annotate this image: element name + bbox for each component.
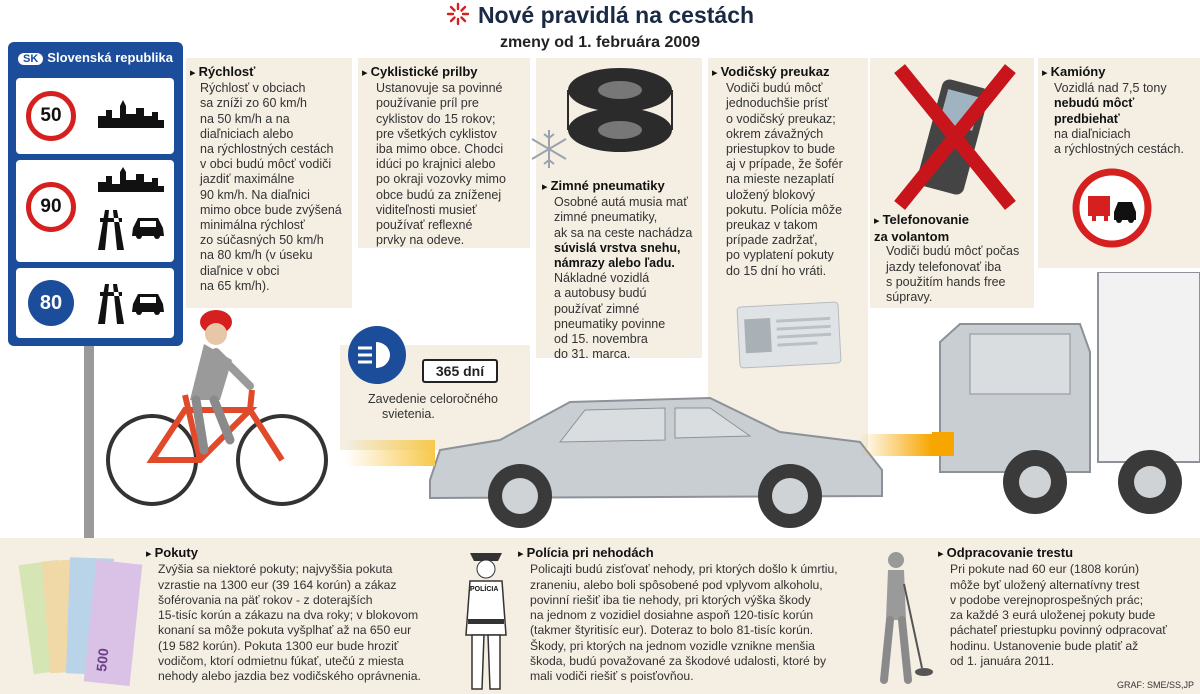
min-speed-motorway: 80	[28, 280, 74, 326]
snowflake-icon	[528, 128, 570, 170]
heading-rychlost: ▸ Rýchlosť	[190, 64, 352, 81]
trest-line: od 1. januára 2011.	[950, 654, 1055, 669]
section-pneumatiky	[542, 178, 702, 362]
rychlost-line: jazdiť maximálne	[200, 172, 295, 187]
kamiony-line: Vozidlá nad 7,5 tony	[1054, 81, 1167, 96]
pneumatiky-line: ak sa na ceste nachádza	[554, 225, 693, 240]
kamiony-line: nebudú môcť	[1054, 96, 1135, 111]
preukaz-line: Vodiči budú môcť	[726, 81, 823, 96]
pokuty-line: vzrastie na 1300 eur (39 164 korún) a zákaz	[158, 577, 397, 592]
pneumatiky-line: súvislá vrstva snehu,	[554, 240, 681, 255]
sign-country: Slovenská republika	[47, 50, 174, 65]
pokuty-line: (19 582 korún). Pokuta 1300 eur bude hroziť	[158, 638, 399, 653]
sign-post	[84, 340, 94, 540]
pneumatiky-line: Osobné autá musia mať	[554, 195, 688, 210]
page-subtitle: zmeny od 1. februára 2009	[499, 34, 701, 51]
rychlost-line: na rýchlostných cestách	[200, 142, 334, 157]
heading-prilby: ▸ Cyklistické prilby	[362, 64, 532, 81]
sign-panel-town	[16, 78, 174, 154]
kamiony-line: predbiehať	[1054, 111, 1120, 126]
town-silhouette-icon	[96, 98, 166, 130]
preukaz-line: prípade zadržať,	[726, 233, 818, 248]
trest-line: môže byť uložený alternatívny trest	[950, 577, 1140, 592]
pneumatiky-line: námrazy alebo ľadu.	[554, 256, 675, 271]
pneumatiky-line: používať zimné	[554, 301, 640, 316]
motorway-icon	[96, 206, 126, 250]
preukaz-line: po vyplatení pokuty	[726, 248, 834, 263]
pneumatiky-line: od 15. novembra	[554, 332, 648, 347]
pneumatiky-line: zimné pneumatiky,	[554, 210, 658, 225]
community-worker-illustration	[868, 548, 938, 688]
rychlost-line: Rýchlosť v obciach	[200, 81, 306, 96]
preukaz-line: aj v prípade, že šofér	[726, 157, 843, 172]
prilby-line: iba mimo obce. Chodci	[376, 142, 504, 157]
policia-line: Škody, pri ktorých na jednom vozidle vznikne menšia	[530, 638, 815, 653]
pokuty-line: vodičom, ktorí odmietnu fúkať, utečú z miesta	[158, 654, 404, 669]
prilby-line: prvky na odeve.	[376, 233, 465, 248]
preukaz-line: okrem závažných	[726, 126, 824, 141]
policia-line: povinní riešiť iba tie nehody, pri ktorých výška škody	[530, 592, 811, 607]
euro-banknotes-illustration	[18, 552, 146, 690]
prilby-line: po okraji vozovky mimo	[376, 172, 506, 187]
prilby-line: idúci po krajnici alebo	[376, 157, 496, 172]
cyclist-illustration	[100, 300, 340, 510]
truck-headlight-beam	[860, 434, 932, 456]
rychlost-line: zo súčasných 50 km/h	[200, 233, 324, 248]
car-headlight-beam	[345, 440, 435, 466]
trest-line: za každé 3 eurá uloženej pokuty bude	[950, 608, 1156, 623]
winter-tires-illustration	[560, 60, 680, 160]
truck-illustration	[930, 272, 1200, 532]
speed-limit-town: 50	[26, 91, 76, 141]
policia-line: mali vodiči riešiť s poisťovňou.	[530, 669, 694, 684]
preukaz-line: do 15 dní ho vráti.	[726, 263, 827, 278]
section-rychlost	[190, 64, 352, 294]
kamiony-line: a rýchlostných cestách.	[1054, 142, 1184, 157]
heading-pneumatiky: ▸ Zimné pneumatiky	[542, 178, 702, 195]
prilby-line: viditeľnosti musieť	[376, 202, 477, 217]
headlight-icon	[346, 324, 408, 386]
policia-line: (takmer štyritisíc eur). Doteraz to bolo 81-tisíc korún.	[530, 623, 814, 638]
section-preukaz	[712, 64, 868, 279]
prilby-line: používať reflexné	[376, 218, 473, 233]
svietenie-line: svietenia.	[382, 407, 435, 422]
preukaz-line: priestupkov to bude	[726, 142, 836, 157]
prilby-line: používanie príl pre	[376, 96, 479, 111]
prilby-line: Ustanovuje sa povinné	[376, 81, 503, 96]
telefon-line: jazdy telefonovať iba	[886, 259, 1002, 274]
preukaz-line: o vodičský preukaz;	[726, 111, 836, 126]
svietenie-line: Zavedenie celoročného	[368, 392, 498, 406]
preukaz-line: pokutu. Polícia môže	[726, 202, 843, 217]
pokuty-line: konaní sa môže pokuta vyšplhať až na 650 eur	[158, 623, 412, 638]
heading-kamiony: ▸ Kamióny	[1042, 64, 1200, 81]
rychlost-line: sa zníži zo 60 km/h	[200, 96, 307, 111]
pneumatiky-line: a autobusy budú	[554, 286, 647, 301]
crossed-phone-icon	[884, 62, 1024, 212]
rychlost-line: na 50 km/h a na	[200, 111, 290, 126]
title-text: Nové pravidlá na cestách	[477, 2, 755, 29]
sign-header	[18, 50, 176, 72]
rychlost-line: minimálna rýchlosť	[200, 218, 305, 233]
rychlost-line: na 80 km/h (v úseku	[200, 248, 313, 263]
trest-line: páchateľ priestupku povinný odpracovať	[950, 623, 1167, 638]
pokuty-line: Zvýšia sa niektoré pokuty; najvyššia pokuta	[158, 562, 393, 577]
heading-policia: ▸ Polícia pri nehodách	[518, 545, 868, 562]
telefon-line: súpravy.	[886, 290, 933, 305]
driving-license-card	[736, 301, 841, 368]
pokuty-line: nehody alebo jazdia bez vodičského oprávnenia.	[158, 669, 421, 684]
preukaz-line: preukaz v takom	[726, 218, 818, 233]
trest-line: Pri pokute nad 60 eur (1808 korún)	[950, 562, 1140, 577]
page-title	[446, 2, 754, 32]
police-badge-text: POLÍCIA	[470, 586, 499, 593]
pneumatiky-line: do 31. marca.	[554, 347, 631, 362]
preukaz-line: na mieste nezaplatí	[726, 172, 835, 187]
policia-line: na jednom z vozidiel dosiahne aspoň 120-tisíc korún	[530, 608, 814, 623]
pneumatiky-line: Nákladné vozidlá	[554, 271, 650, 286]
rychlost-line: v obci budú môcť vodiči	[200, 157, 332, 172]
section-prilby	[362, 64, 532, 248]
preukaz-line: jednoduchšie prísť	[726, 96, 829, 111]
policeman-illustration	[458, 545, 514, 691]
section-kamiony	[1042, 64, 1200, 157]
sign-panel-rural	[16, 160, 174, 262]
telefon-line: Vodiči budú môcť počas	[886, 244, 1020, 259]
trest-line: v podobe verejnoprospešných prác;	[950, 592, 1144, 607]
trest-line: hodinu. Ustanovenie bude platiť až	[950, 638, 1139, 653]
section-pokuty	[146, 545, 446, 685]
telefon-line: s použitím hands free	[886, 274, 1006, 289]
preukaz-line: uložený blokový	[726, 187, 815, 202]
no-overtaking-trucks-sign-icon	[1072, 168, 1152, 248]
town-silhouette-icon	[96, 166, 166, 194]
speed-limit-rural: 90	[26, 182, 76, 232]
prilby-line: obce budú za zníženej	[376, 187, 502, 202]
rychlost-line: 90 km/h. Na diaľnici	[200, 187, 310, 202]
kamiony-line: na diaľniciach	[1054, 126, 1131, 141]
rychlost-line: mimo obce bude zvýšená	[200, 202, 342, 217]
rychlost-line: diaľniciach alebo	[200, 126, 294, 141]
days-badge: 365 dní	[422, 359, 498, 383]
graphic-credit: GRAF: SME/SS,JP	[1116, 680, 1194, 690]
heading-pokuty: ▸ Pokuty	[146, 545, 446, 562]
heading-trest: ▸ Odpracovanie trestu	[938, 545, 1196, 562]
section-policia	[518, 545, 868, 685]
prilby-line: pre všetkých cyklistov	[376, 126, 497, 141]
car-icon	[130, 214, 166, 240]
policia-line: zraneniu, alebo boli spôsobené pod vplyvom alkoholu,	[530, 577, 823, 592]
rychlost-line: diaľnice v obci	[200, 263, 280, 278]
sk-badge: SK	[18, 53, 43, 65]
pokuty-line: 15-tisíc korún a zákazu na dva roky; v blokovom	[158, 608, 419, 623]
prilby-line: cyklistov do 15 rokov;	[376, 111, 496, 126]
svg-text:500: 500	[93, 647, 112, 673]
policia-line: škoda, budú považované za škodové udalosti, ktoré by	[530, 654, 827, 669]
section-trest	[938, 545, 1196, 669]
heading-telefon: ▸ Telefonovanie za volantom	[874, 212, 984, 244]
policia-line: Policajti budú zisťovať nehody, pri ktorých došlo k úmrtiu,	[530, 562, 838, 577]
pokuty-line: šoférovania na päť rokov - z doterajších	[158, 592, 373, 607]
car-illustration	[420, 380, 890, 530]
pneumatiky-line: pneumatiky povinne	[554, 316, 666, 331]
sunburst-logo-icon	[446, 2, 470, 32]
heading-preukaz: ▸ Vodičský preukaz	[712, 64, 868, 81]
rychlost-line: na 65 km/h).	[200, 278, 270, 293]
